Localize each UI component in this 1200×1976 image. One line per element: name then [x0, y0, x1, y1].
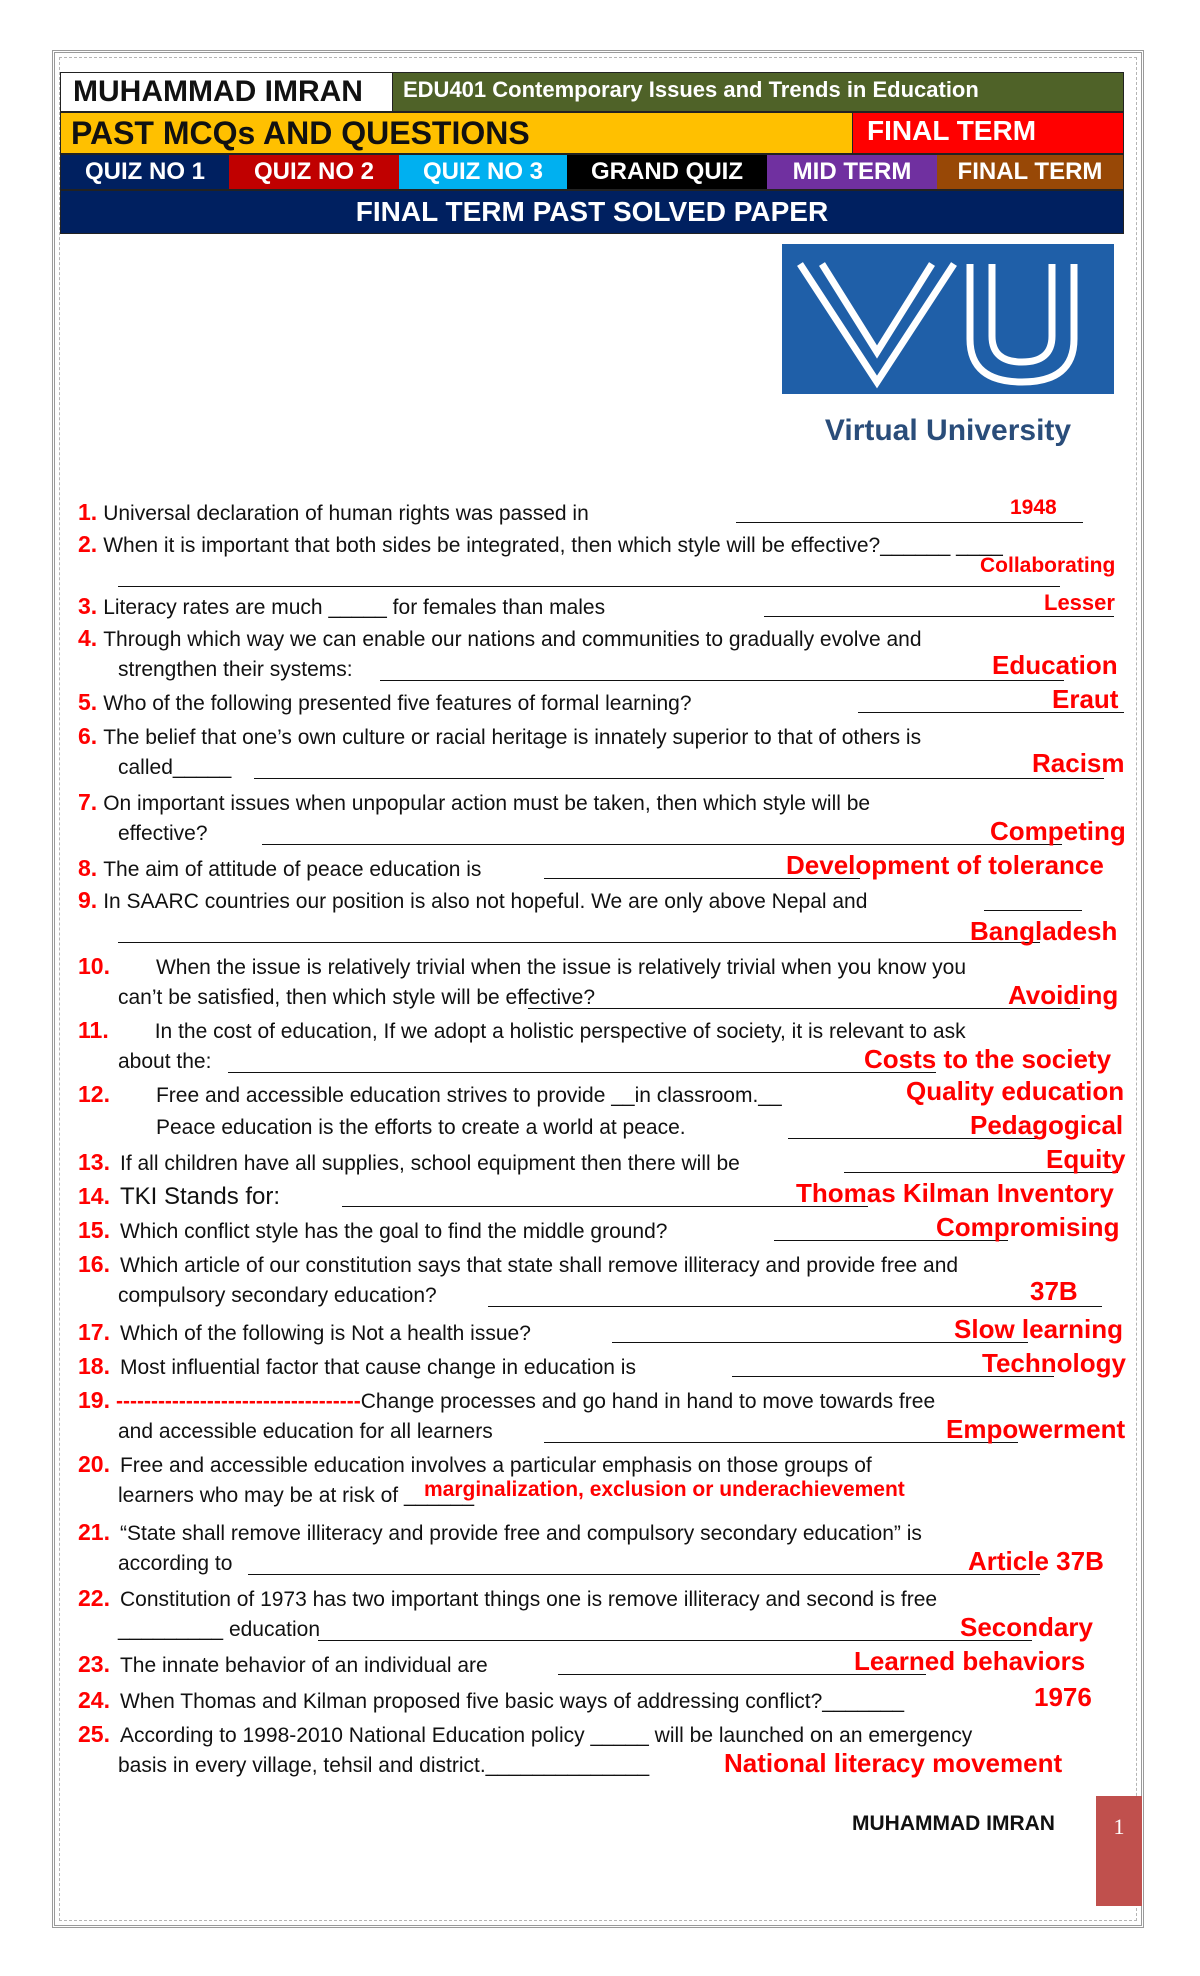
question-text: In the cost of education, If we adopt a holistic perspective of society, it is relevant to ask [154, 1020, 966, 1043]
term-label: FINAL TERM [853, 113, 1123, 153]
question-line [78, 790, 870, 816]
answer-text: marginalization, exclusion or underachievement [424, 1478, 905, 1501]
question-text: If all children have all supplies, school equipment then there will be [119, 1152, 740, 1175]
page-number: 1 [1096, 1796, 1142, 1906]
question-text-continued: according to [118, 1552, 233, 1575]
question-number: 9. [78, 887, 98, 913]
answer-text: Competing [990, 816, 1126, 846]
question-number: 11. [78, 1017, 109, 1043]
question-line [78, 1218, 667, 1244]
blank-line: ______ ____ [880, 534, 1003, 557]
question-line [78, 626, 922, 652]
blank-line: __ [758, 1084, 782, 1107]
question-text-continued: can’t be satisfied, then which style will be effective? [118, 986, 596, 1009]
question-text: In SAARC countries our position is also not hopeful. We are only above Nepal and [103, 890, 868, 913]
question-line [78, 724, 921, 750]
question-text-continued: about the: [118, 1050, 212, 1073]
answer-blank [528, 990, 1080, 1009]
question-line [78, 1018, 966, 1044]
question-number: 1. [78, 499, 98, 525]
question-number: 21. [78, 1519, 110, 1545]
question-number: 18. [78, 1353, 110, 1379]
answer-text: Technology [982, 1348, 1126, 1378]
question-text: Peace education is the efforts to create a world at peace. [156, 1116, 686, 1139]
question-text: Which of the following is Not a health issue? [119, 1322, 531, 1345]
answer-text: Thomas Kilman Inventory [796, 1178, 1114, 1208]
question-number: 19. [78, 1387, 110, 1413]
question-text: Through which way we can enable our nations and communities to gradually evolve and [103, 628, 922, 651]
question-line [78, 1184, 280, 1210]
question-number: 16. [78, 1251, 110, 1277]
answer-blank [342, 1188, 868, 1207]
answer-text: Eraut [1052, 684, 1119, 714]
document-title: PAST MCQs AND QUESTIONS [61, 113, 853, 153]
question-text: Which article of our constitution says that state shall remove illiteracy and provide free and [119, 1254, 959, 1277]
answer-text: Racism [1032, 748, 1125, 778]
question-number: 6. [78, 723, 98, 749]
question-number: 15. [78, 1217, 110, 1243]
question-line [78, 954, 966, 980]
question-line [78, 856, 481, 882]
answer-blank [118, 924, 1040, 943]
answer-blank [984, 892, 1082, 911]
question-text-continued: basis in every village, tehsil and district.______________ [118, 1754, 650, 1777]
paper-banner: FINAL TERM PAST SOLVED PAPER [61, 191, 1123, 233]
answer-blank [380, 662, 1064, 681]
tab-mid-term[interactable]: MID TERM [767, 155, 937, 189]
header-row-1 [60, 72, 1124, 112]
question-line [78, 690, 692, 716]
question-text-continued: called_____ [118, 756, 232, 779]
question-number: 17. [78, 1319, 110, 1345]
question-line [78, 888, 867, 914]
question-text: When it is important that both sides be integrated, then which style will be effective? [103, 534, 881, 557]
question-number: 8. [78, 855, 98, 881]
answer-blank [118, 568, 1060, 587]
answer-blank [248, 1556, 1040, 1575]
answer-text: Learned behaviors [854, 1646, 1086, 1676]
question-text: The aim of attitude of peace education is [103, 858, 482, 881]
question-line [78, 1388, 935, 1414]
question-number: 25. [78, 1721, 110, 1747]
answer-blank [254, 760, 1104, 779]
question-text: The innate behavior of an individual are [119, 1654, 488, 1677]
question-text-continued: and accessible education for all learners [118, 1420, 493, 1443]
question-line [78, 532, 1003, 558]
answer-text: National literacy movement [724, 1748, 1063, 1778]
question-number: 13. [78, 1149, 110, 1175]
question-text: Free and accessible education involves a particular emphasis on those groups of [119, 1454, 872, 1477]
question-number: 20. [78, 1451, 110, 1477]
question-text-continued: strengthen their systems: [118, 658, 353, 681]
answer-text: Lesser [1044, 590, 1115, 615]
answer-text: 37B [1030, 1276, 1078, 1306]
answer-text: Quality education [906, 1076, 1125, 1106]
question-line [78, 1688, 904, 1714]
question-number: 23. [78, 1651, 110, 1677]
question-line [78, 1586, 937, 1612]
question-number: 14. [78, 1183, 110, 1209]
tab-quiz-1[interactable]: QUIZ NO 1 [61, 155, 229, 189]
answer-text: Slow learning [954, 1314, 1124, 1344]
tab-grand-quiz[interactable]: GRAND QUIZ [567, 155, 767, 189]
question-text: Universal declaration of human rights was passed in [103, 502, 589, 525]
answer-blank [488, 1288, 1102, 1307]
question-text: Literacy rates are much _____ for females than males [103, 596, 606, 619]
author-name: MUHAMMAD IMRAN [61, 73, 393, 111]
answer-text: Empowerment [946, 1414, 1126, 1444]
question-number: 4. [78, 625, 98, 651]
question-number: 3. [78, 593, 98, 619]
question-line [156, 1116, 686, 1140]
tab-quiz-2[interactable]: QUIZ NO 2 [229, 155, 399, 189]
question-text: When the issue is relatively trivial when the issue is relatively trivial when you know you [155, 956, 967, 979]
question-text: “State shall remove illiteracy and provide free and compulsory secondary education” is [119, 1522, 922, 1545]
answer-text: Article 37B [968, 1546, 1104, 1576]
question-line [78, 1150, 740, 1176]
question-text: The belief that one’s own culture or racial heritage is innately superior to that of others is [103, 726, 922, 749]
question-text: According to 1998-2010 National Education policy _____ will be launched on an emergency [119, 1724, 973, 1747]
answer-text: 1976 [1034, 1682, 1092, 1712]
question-number: 2. [78, 531, 98, 557]
answer-text: Avoiding [1008, 980, 1119, 1010]
answer-text: Bangladesh [970, 916, 1118, 946]
virtual-university-logo [782, 244, 1114, 456]
question-text: On important issues when unpopular action must be taken, then which style will be [103, 792, 871, 815]
question-line [78, 1652, 488, 1678]
question-text-continued: compulsory secondary education? [118, 1284, 437, 1307]
course-title: EDU401 Contemporary Issues and Trends in Education [393, 73, 1123, 111]
question-text: When Thomas and Kilman proposed five basic ways of addressing conflict?_______ [119, 1690, 905, 1713]
question-text-continued: learners who may be at risk of ______ [118, 1484, 475, 1507]
question-number: 12. [78, 1081, 110, 1107]
question-number: 10. [78, 953, 110, 979]
answer-blank [262, 826, 1062, 845]
answer-text: Pedagogical [970, 1110, 1124, 1140]
footer-author: MUHAMMAD IMRAN [852, 1812, 1055, 1835]
question-line [78, 1082, 782, 1108]
question-text: Which conflict style has the goal to find the middle ground? [119, 1220, 668, 1243]
question-text: Who of the following presented five features of formal learning? [103, 692, 692, 715]
question-text-continued: _________ education [118, 1618, 321, 1641]
header-row-2 [60, 112, 1124, 154]
question-text: Most influential factor that cause change in education is [119, 1356, 636, 1379]
question-number: 7. [78, 789, 98, 815]
answer-text: Costs to the society [864, 1044, 1112, 1074]
question-line [78, 1320, 531, 1346]
tab-final-term[interactable]: FINAL TERM [937, 155, 1123, 189]
question-text-continued: effective? [118, 822, 208, 845]
question-number: 5. [78, 689, 98, 715]
tab-row [60, 154, 1124, 190]
answer-text: Education [992, 650, 1118, 680]
logo-text: Virtual University [824, 414, 1072, 447]
answer-text: Secondary [960, 1612, 1093, 1642]
header-row-4 [60, 190, 1124, 234]
question-number: 22. [78, 1585, 110, 1611]
answer-blank [318, 1622, 1032, 1641]
question-line [78, 1252, 958, 1278]
tab-quiz-3[interactable]: QUIZ NO 3 [399, 155, 567, 189]
question-line [78, 1354, 636, 1380]
question-text: Change processes and go hand in hand to move towards free [360, 1390, 936, 1413]
question-line [78, 594, 605, 620]
question-text: Constitution of 1973 has two important things one is remove illiteracy and second is free [119, 1588, 938, 1611]
answer-text: Collaborating [980, 554, 1116, 577]
question-line [78, 1452, 872, 1478]
answer-text: Equity [1046, 1144, 1126, 1174]
blank-dashes: ----------------------------------- [115, 1390, 361, 1413]
question-text: TKI Stands for: [119, 1183, 281, 1210]
question-text: Free and accessible education strives to provide __in classroom. [155, 1084, 759, 1107]
question-number: 24. [78, 1687, 110, 1713]
answer-blank [228, 1054, 936, 1073]
question-line [78, 1520, 922, 1546]
question-line [78, 500, 589, 526]
question-line [78, 1722, 972, 1748]
answer-text: 1948 [1010, 496, 1057, 519]
answer-text: Compromising [936, 1212, 1120, 1242]
answer-text: Development of tolerance [786, 850, 1104, 880]
